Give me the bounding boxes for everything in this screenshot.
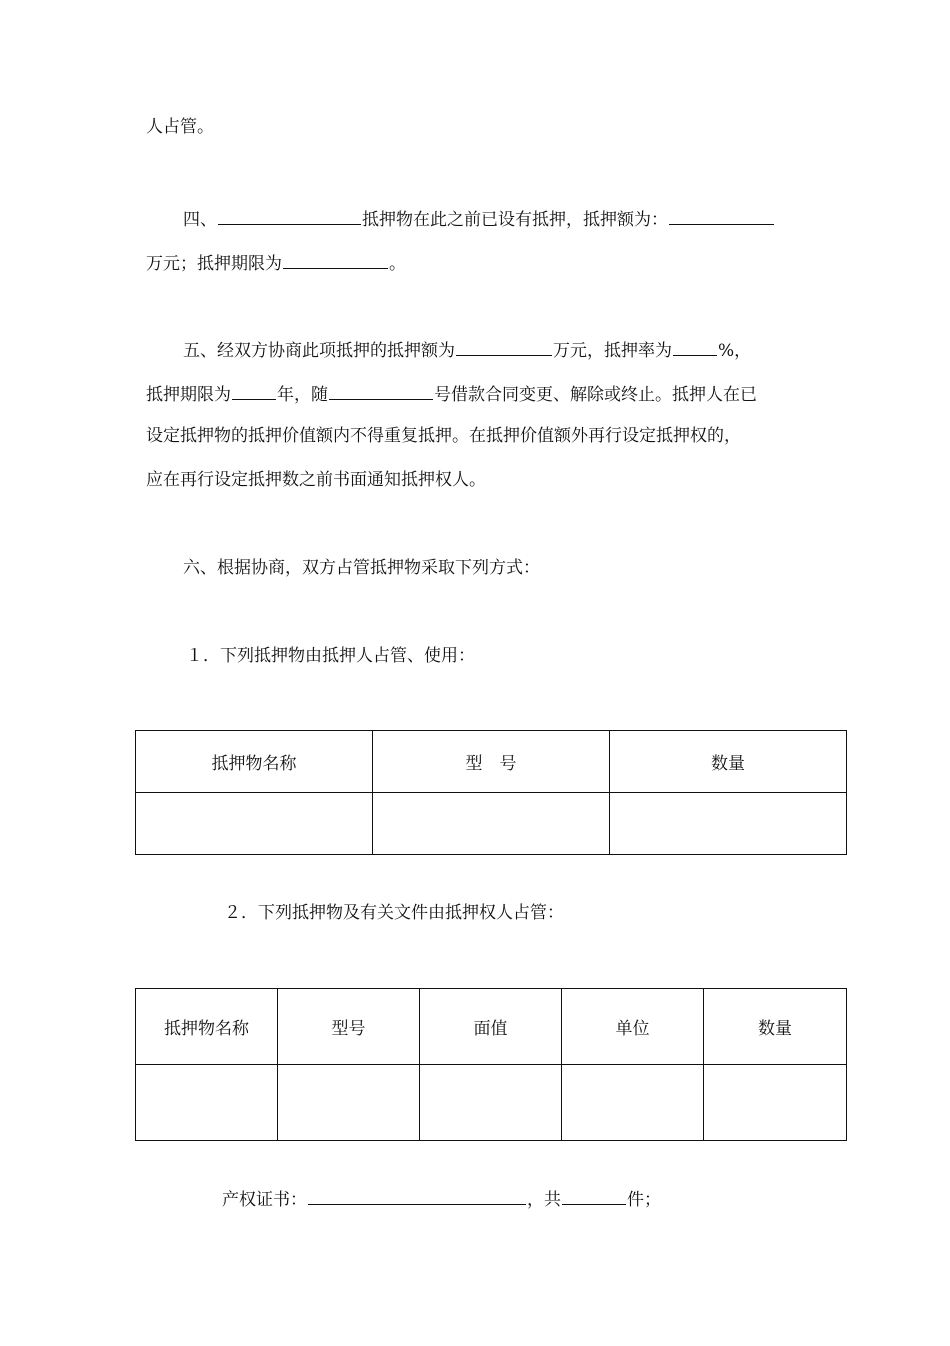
clause-5-text-e: 年，随 — [277, 385, 328, 405]
item-2: ２．下列抵押物及有关文件由抵押权人占管： — [224, 903, 564, 923]
cert-mid: ，共 — [527, 1190, 561, 1210]
table-cell[interactable] — [278, 1065, 420, 1141]
clause-4-line-2 — [146, 250, 406, 275]
table-header-row — [136, 989, 847, 1065]
blank-field[interactable] — [308, 1186, 526, 1205]
blank-field[interactable] — [218, 206, 361, 225]
blank-field[interactable] — [283, 250, 388, 269]
table-header-row — [136, 731, 847, 793]
cert-end: 件； — [627, 1190, 661, 1210]
clause-5-line-1 — [183, 337, 751, 362]
header-cell-name: 抵押物名称 — [136, 989, 278, 1065]
clause-5-text-c: %， — [718, 341, 752, 361]
table-row — [136, 1065, 847, 1141]
blank-field[interactable] — [329, 381, 433, 400]
blank-field[interactable] — [669, 206, 774, 225]
table-cell[interactable] — [136, 793, 373, 855]
clause-4-text-2: 万元；抵押期限为 — [146, 254, 282, 274]
clause-5-line-3: 设定抵押物的抵押价值额内不得重复抵押。在抵押价值额外再行设定抵押权的， — [146, 426, 741, 446]
clause-5-text-a: 五、经双方协商此项抵押的抵押额为 — [183, 341, 455, 361]
clause-4-line-1 — [183, 206, 775, 231]
header-cell-model: 型 号 — [373, 731, 610, 793]
clause-5-text-f: 号借款合同变更、解除或终止。抵押人在已 — [434, 385, 757, 405]
blank-field[interactable] — [673, 337, 717, 356]
blank-field[interactable] — [232, 381, 276, 400]
clause-4-prefix: 四、 — [183, 210, 217, 230]
cert-label: 产权证书： — [222, 1190, 307, 1210]
header-cell-face-value: 面值 — [420, 989, 562, 1065]
clause-5-text-b: 万元，抵押率为 — [553, 341, 672, 361]
header-cell-unit: 单位 — [562, 989, 704, 1065]
table-cell[interactable] — [704, 1065, 847, 1141]
clause-5-line-4: 应在再行设定抵押数之前书面通知抵押权人。 — [146, 470, 486, 490]
table-cell[interactable] — [420, 1065, 562, 1141]
clause-4-text: 抵押物在此之前已设有抵押，抵押额为： — [362, 210, 668, 230]
clause-6: 六、根据协商，双方占管抵押物采取下列方式： — [183, 558, 540, 578]
blank-field[interactable] — [456, 337, 552, 356]
table-pledger-custody — [135, 730, 847, 855]
header-cell-quantity: 数量 — [704, 989, 847, 1065]
property-certificate-line — [222, 1186, 661, 1211]
blank-field[interactable] — [562, 1186, 626, 1205]
table-row — [136, 793, 847, 855]
header-cell-name: 抵押物名称 — [136, 731, 373, 793]
clause-5-text-d: 抵押期限为 — [146, 385, 231, 405]
table-cell[interactable] — [562, 1065, 704, 1141]
header-cell-quantity: 数量 — [610, 731, 847, 793]
table-pledgee-custody — [135, 988, 847, 1141]
clause-5-line-2 — [146, 381, 757, 406]
table-cell[interactable] — [610, 793, 847, 855]
paragraph-continuation: 人占管。 — [146, 117, 214, 137]
table-cell[interactable] — [136, 1065, 278, 1141]
header-cell-model: 型号 — [278, 989, 420, 1065]
table-cell[interactable] — [373, 793, 610, 855]
item-1: １．下列抵押物由抵押人占管、使用： — [186, 646, 475, 666]
clause-4-end: 。 — [389, 254, 406, 274]
